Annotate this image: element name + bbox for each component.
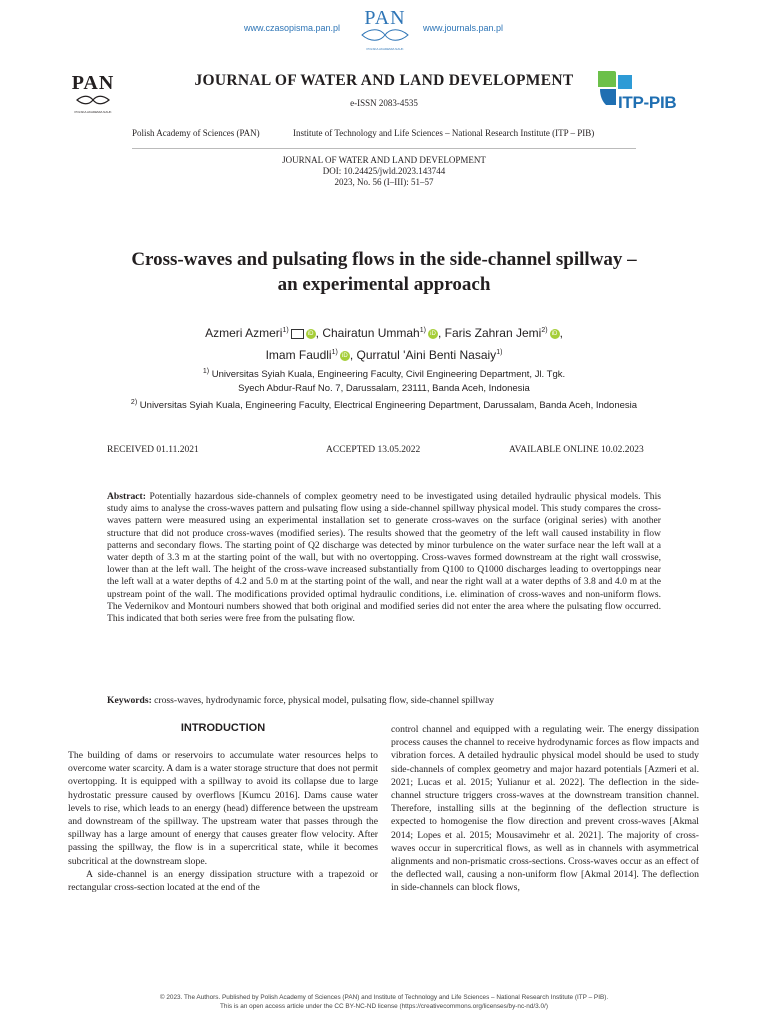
pan-infinity-icon xyxy=(352,28,418,42)
header-divider xyxy=(132,148,636,149)
author-name[interactable]: Faris Zahran Jemi xyxy=(444,326,542,340)
pan-header-text: PAN xyxy=(364,7,406,29)
email-icon[interactable] xyxy=(291,329,304,339)
orcid-icon[interactable]: iD xyxy=(428,329,438,339)
issn: e-ISSN 2083-4535 xyxy=(350,98,418,108)
affiliation-1-cont: Syech Abdur-Rauf No. 7, Darussalam, 23111, Banda Aceh, Indonesia xyxy=(238,383,530,395)
intro-left-p2: A side-channel is an energy dissipation structure with a trapezoid or rectangular cross-section located at the end of the xyxy=(68,868,378,894)
citation-issue: 2023, No. 56 (I–III): 51–57 xyxy=(334,177,434,187)
pan-header-sub: POLSKA AKADEMIA NAUK xyxy=(366,47,404,51)
aff2-line: Universitas Syiah Kuala, Engineering Faculty, Electrical Engineering Department, Darussalam, Banda Aceh, Indonesia xyxy=(139,400,638,412)
author-aff: 1) xyxy=(496,349,503,356)
pan-logo xyxy=(68,74,118,114)
footer-license[interactable]: This is an open access article under the CC BY-NC-ND license (https://creativecommons.org/licenses/by-nc-nd/3.0/) xyxy=(220,1003,548,1010)
intro-heading: INTRODUCTION xyxy=(180,722,266,734)
pan-logo-infinity-icon xyxy=(71,95,115,105)
article-title xyxy=(60,247,708,297)
pan-logo-sub: POLSKA AKADEMIA NAUK xyxy=(74,110,112,114)
journals-link-right[interactable]: www.journals.pan.pl xyxy=(423,23,504,33)
abstract-text: Potentially hazardous side-channels of complex geometry need to be investigated using detailed hydraulic physical models. This study aims to analyse the cross-waves pattern and pulsating flow using a side-channel spillway physical model. This study compares the cross-waves pattern were measured using an experimental installation set to generate cross-waves on the surface (original series) with another structure that did not produce cross-waves (modified series). The results showed that the geometry of the left wall caused instability in flow patterns and secondary flows. The starting point of Q2 discharge was detected by minor turbulence on the water surface near the left wall at a water depth of 3.3 m at the starting point of the wall, but with no overtopping. Cross-waves formed downstream at the right wall crosswise, lower than at the left wall. The height of the cross-wave increased substantially from Q100 to Q1000 discharges leading to overtoppings near the left wall at a water depths of 4.2 and 5.0 m at the starting point of the wall, and near the right wall at a water depths of 3.8 and 4.0 m at the upstream point of the wall. The modifications provided optimal hydraulic conditions, i.e. elimination of cross-waves and non-uniform flows. The Vedernikov and Montouri numbers showed that both original and modified series did not enter the area where the pulsating flow occurred. This indicated that both series were free from the pulsating flow. xyxy=(107,491,661,625)
pan-logo-text: PAN xyxy=(71,72,115,94)
orcid-icon[interactable]: iD xyxy=(340,351,350,361)
author-name[interactable]: Imam Faudli xyxy=(265,348,332,362)
intro-right-column xyxy=(391,723,699,895)
received-date: RECEIVED 01.11.2021 xyxy=(107,445,199,455)
article-title-line2: an experimental approach xyxy=(277,274,491,295)
keywords-text: cross-waves, hydrodynamic force, physical model, pulsating flow, side-channel spillway xyxy=(154,695,495,706)
org-right: Institute of Technology and Life Sciences – National Research Institute (ITP – PIB) xyxy=(293,128,595,138)
footer-copyright: © 2023. The Authors. Published by Polish Academy of Sciences (PAN) and Institute of Technology and Life Sciences – National Research Institute (ITP – PIB). xyxy=(159,994,609,1001)
abstract-label: Abstract: xyxy=(107,491,146,502)
author-name[interactable]: Chairatun Ummah xyxy=(322,326,420,340)
author-aff: 1) xyxy=(282,327,289,334)
author-name[interactable]: Azmeri Azmeri xyxy=(205,326,283,340)
affiliations xyxy=(80,365,688,413)
citation-doi[interactable]: DOI: 10.24425/jwld.2023.143744 xyxy=(322,166,446,176)
author-aff: 2) xyxy=(541,327,548,334)
intro-left-p1: The building of dams or reservoirs to accumulate water resources helps to overcome water scarcity. A dam is a water storage structure that does not permit overtopping. It is equipped with a spillway to avoid its collapse due to large hydrostatic pressure caused by overflows [Kumcu 2016]. Dams cause water levels to rise, which leads to an energy (head) difference between the upstream and downstream of the spillway. The upstream water that passes through the spillway has a large amount of energy that causes greater flow velocity. After passing the spillway, the flow is in a supercritical state, while it becomes subcritical at the downstream slope. xyxy=(68,750,378,867)
author-aff: 1) xyxy=(419,327,426,334)
keywords-label: Keywords: xyxy=(107,695,152,706)
orcid-icon[interactable]: iD xyxy=(550,329,560,339)
affiliation-1 xyxy=(80,365,688,382)
author-name[interactable]: Qurratul 'Aini Benti Nasaiy xyxy=(356,348,497,362)
footer xyxy=(60,993,708,1011)
affiliation-2 xyxy=(80,396,688,413)
itp-pib-logo xyxy=(596,69,708,113)
journal-title: JOURNAL OF WATER AND LAND DEVELOPMENT xyxy=(194,72,574,89)
citation-block xyxy=(200,155,568,188)
org-left: Polish Academy of Sciences (PAN) xyxy=(132,128,260,138)
available-date: AVAILABLE ONLINE 10.02.2023 xyxy=(509,445,644,455)
keywords xyxy=(107,695,661,706)
article-title-line1: Cross-waves and pulsating flows in the side-channel spillway – xyxy=(131,249,637,270)
authors: Azmeri Azmeri$^{1)}$ iD , Chairatun Ummah$^{1)}$ iD , Faris Zahran Jemi$^{2)}$ iD , Imam Faudli$^{1)}$ iD , Qurratul 'Aini Benti Nasaiy$^{1)}$ xyxy=(205,326,563,362)
aff1-line1: Universitas Syiah Kuala, Engineering Faculty, Civil Engineering Department, Jl. Tgk. xyxy=(211,369,566,381)
pan-header-mark xyxy=(352,8,418,51)
abstract xyxy=(107,491,661,625)
citation-journal: JOURNAL OF WATER AND LAND DEVELOPMENT xyxy=(282,155,486,165)
intro-right-p1: control channel and equipped with a regulating weir. The energy dissipation process causes the channel to receive hydrodynamic forces as flow impacts and vibration forces. A detailed hydraulic physical model should be used to study side-channels of complex geometry and major hazard potentials [Azmeri et al. 2021; Lucas et al. 2015; Yulianur et al. 2022]. The deflection in the side-channel structure triggers cross-waves at the downstream transition channel. Therefore, installing sills at the beginning of the deflection structure is expected to homogenise the flow direction and prevent cross-waves [Akmal 2014; Lopes et al. 2015; Mousavimehr et al. 2021]. The majority of cross-waves occur in supercritical flows, as well as in channels with asymmetrical alignments and non-prismatic cross-sections. Cross-waves occur as an effect of the deflected wall, causing a non-uniform flow [Akmal 2014]. The deflection in side-channels can block flows, xyxy=(391,724,699,894)
aff2-num: 2) xyxy=(130,399,138,407)
orcid-icon[interactable]: iD xyxy=(306,329,316,339)
accepted-date: ACCEPTED 13.05.2022 xyxy=(326,445,421,455)
journals-link-left[interactable]: www.czasopisma.pan.pl xyxy=(244,23,341,33)
aff1-num: 1) xyxy=(202,368,210,375)
itp-pib-text: ITP-PIB xyxy=(618,93,677,112)
author-aff: 1) xyxy=(331,349,338,356)
intro-left-column xyxy=(68,749,378,894)
